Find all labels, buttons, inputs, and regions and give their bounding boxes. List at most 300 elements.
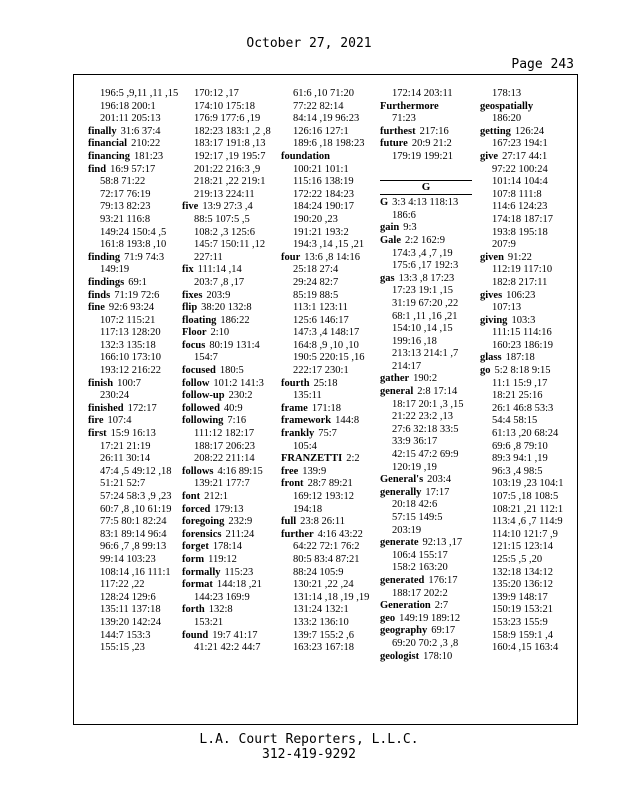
index-entry <box>182 567 274 580</box>
index-continuation: 26:1 46:8 53:3 <box>492 402 554 414</box>
index-continuation: 193:8 195:18 <box>492 226 548 238</box>
index-entry <box>480 290 572 303</box>
index-term: geospatially <box>480 100 534 112</box>
index-entry <box>182 302 274 315</box>
index-continuation: 111:12 182:17 <box>194 428 255 440</box>
index-term: finding <box>88 251 121 263</box>
index-term: fixes <box>182 289 203 301</box>
index-continuation: 219:13 224:11 <box>194 188 255 200</box>
index-entry <box>380 600 472 613</box>
index-continuation: 33:9 36:17 <box>392 436 438 448</box>
index-term: generally <box>380 486 422 498</box>
index-term: foregoing <box>182 516 225 528</box>
index-continuation: 161:8 193:8 ,10 <box>100 239 167 251</box>
index-continuation: 182:23 183:1 ,2 ,8 <box>194 125 271 137</box>
index-refs: 119:12 <box>208 553 237 565</box>
index-term: financing <box>88 150 131 162</box>
index-continuation: 183:17 191:8 ,13 <box>194 138 266 150</box>
index-refs: 23:8 26:11 <box>300 516 345 528</box>
index-continuation: 128:24 129:6 <box>100 591 156 603</box>
index-entry <box>182 541 274 554</box>
index-term: generated <box>380 574 425 586</box>
index-entry <box>88 151 180 164</box>
index-frame <box>73 74 578 725</box>
index-refs: 4:16 89:15 <box>217 465 263 477</box>
index-continuation: 194:18 <box>293 503 323 515</box>
index-continuation: 114:6 124:23 <box>492 201 548 213</box>
index-continuation: 60:7 ,8 ,10 61:19 <box>100 503 172 515</box>
index-entry <box>380 575 472 588</box>
index-refs: 115:23 <box>224 566 254 578</box>
index-continuation: 174:3 ,4 ,7 ,19 <box>392 247 453 259</box>
index-refs: 92:13 ,17 <box>422 537 463 549</box>
index-term: General's <box>380 474 424 486</box>
index-entry <box>88 277 180 290</box>
footer-company: L.A. Court Reporters, L.L.C. <box>199 732 419 747</box>
index-continuation: 114:10 121:7 ,9 <box>492 528 558 540</box>
index-term: glass <box>480 352 502 364</box>
index-term: further <box>281 528 314 540</box>
index-refs: 9:3 <box>403 222 417 234</box>
index-entry <box>182 390 274 403</box>
index-continuation: 125:6 146:17 <box>293 314 349 326</box>
index-continuation: 96:3 ,4 98:5 <box>492 465 543 477</box>
index-term: floating <box>182 314 217 326</box>
index-refs: 149:19 189:12 <box>399 612 461 624</box>
index-term: generate <box>380 537 419 549</box>
index-continuation: 196:5 ,9,11 ,11 ,15 <box>100 88 179 99</box>
index-continuation: 194:3 ,14 ,15 ,21 <box>293 239 365 251</box>
index-entry <box>281 151 373 164</box>
index-refs: 203:9 <box>206 289 231 301</box>
index-refs: 27:17 44:1 <box>502 150 548 162</box>
index-continuation: 144:23 169:9 <box>194 591 250 603</box>
index-continuation: 145:7 150:11 ,12 <box>194 239 266 251</box>
index-continuation: 112:19 117:10 <box>492 264 553 276</box>
index-term: finally <box>88 125 117 137</box>
index-entry <box>182 579 274 592</box>
index-entry <box>182 264 274 277</box>
index-continuation: 64:22 72:1 76:2 <box>293 541 360 553</box>
index-continuation: 179:19 199:21 <box>392 150 453 162</box>
index-continuation: 135:20 136:12 <box>492 579 553 591</box>
index-term: geo <box>380 612 396 624</box>
index-refs: 69:17 <box>431 625 456 637</box>
index-continuation: 17:21 21:19 <box>100 440 151 452</box>
index-entry <box>182 327 274 340</box>
index-continuation: 158:2 163:20 <box>392 562 448 574</box>
index-continuation: 71:23 <box>392 113 416 125</box>
index-entry <box>281 403 373 416</box>
index-entry <box>281 516 373 529</box>
index-refs: 190:2 <box>413 373 438 385</box>
index-term: Generation <box>380 600 431 612</box>
index-continuation: 132:3 135:18 <box>100 339 156 351</box>
index-continuation: 20:18 42:6 <box>392 499 438 511</box>
index-entry <box>380 537 472 550</box>
index-term: gives <box>480 289 503 301</box>
index-continuation: 125:5 ,5 ,20 <box>492 553 543 565</box>
index-term: Furthermore <box>380 100 439 112</box>
index-refs: 178:10 <box>423 650 453 662</box>
index-term: go <box>480 365 491 377</box>
index-term: follows <box>182 465 214 477</box>
index-continuation: 227:11 <box>194 251 223 263</box>
index-continuation: 11:1 15:9 ,17 <box>492 377 548 389</box>
index-column-4 <box>380 88 472 663</box>
index-refs: 71:9 74:3 <box>124 251 165 263</box>
index-term: furthest <box>380 125 416 137</box>
index-term: form <box>182 553 205 565</box>
index-continuation: 139:21 177:7 <box>194 478 250 490</box>
index-continuation: 175:6 ,17 192:3 <box>392 260 459 272</box>
index-entry <box>480 252 572 265</box>
index-continuation: 139:20 142:24 <box>100 616 161 628</box>
index-refs: 16:9 57:17 <box>110 163 156 175</box>
index-continuation: 54:4 58:15 <box>492 415 538 427</box>
index-entry <box>88 378 180 391</box>
index-continuation: 193:12 216:22 <box>100 365 161 377</box>
index-entry <box>182 403 274 416</box>
index-continuation: 113:4 ,6 ,7 114:9 <box>492 516 563 528</box>
index-entry <box>380 222 472 235</box>
index-term: fix <box>182 264 194 276</box>
index-term: format <box>182 579 213 591</box>
index-refs: 126:24 <box>514 125 545 137</box>
index-refs: 144:18 ,21 <box>216 579 262 591</box>
index-continuation: 83:1 89:14 96:4 <box>100 528 167 540</box>
index-continuation: 154:10 ,14 ,15 <box>392 323 453 335</box>
index-entry <box>281 466 373 479</box>
index-continuation: 88:5 107:5 ,5 <box>194 213 250 225</box>
index-continuation: 213:13 214:1 ,7 <box>392 348 459 360</box>
index-continuation: 172:14 203:11 <box>392 88 453 99</box>
index-refs: 31:6 37:4 <box>120 125 161 137</box>
index-refs: 180:5 <box>219 365 244 377</box>
index-continuation: 107:13 <box>492 302 522 314</box>
index-continuation: 147:3 ,4 148:17 <box>293 327 360 339</box>
index-entry <box>480 151 572 164</box>
index-continuation: 150:19 153:21 <box>492 604 553 616</box>
index-refs: 111:14 ,14 <box>197 264 242 276</box>
section-letter: G <box>380 180 472 195</box>
index-continuation: 77:5 80:1 82:24 <box>100 516 167 528</box>
index-refs: 107:4 <box>107 415 132 427</box>
index-term: formally <box>182 566 221 578</box>
index-refs: 2:2 162:9 <box>405 234 445 246</box>
index-term: giving <box>480 314 508 326</box>
index-continuation: 29:24 82:7 <box>293 276 339 288</box>
index-refs: 178:14 <box>212 541 242 553</box>
index-continuation: 208:22 211:14 <box>194 453 255 465</box>
index-refs: 3:3 4:13 118:13 <box>392 197 459 209</box>
index-continuation: 191:21 193:2 <box>293 226 349 238</box>
index-entry <box>380 487 472 500</box>
index-refs: 144:8 <box>335 415 360 427</box>
index-continuation: 96:6 ,7 ,8 99:13 <box>100 541 167 553</box>
index-entry <box>380 235 472 248</box>
index-continuation: 89:3 94:1 ,19 <box>492 453 548 465</box>
index-continuation: 163:23 167:18 <box>293 642 354 654</box>
index-continuation: 218:21 ,22 219:1 <box>194 176 266 188</box>
index-continuation: 27:6 32:18 33:5 <box>392 423 459 435</box>
index-refs: 38:20 132:8 <box>201 302 252 314</box>
index-entry <box>281 428 373 441</box>
index-continuation: 88:24 105:9 <box>293 566 344 578</box>
index-refs: 69:1 <box>128 276 147 288</box>
index-refs: 139:9 <box>302 465 327 477</box>
index-entry <box>380 613 472 626</box>
index-refs: 101:2 141:3 <box>213 377 264 389</box>
page-number: Page 243 <box>511 57 574 72</box>
index-continuation: 106:4 155:17 <box>392 549 448 561</box>
index-continuation: 26:11 30:14 <box>100 453 151 465</box>
index-entry <box>380 197 472 210</box>
index-term: forth <box>182 604 205 616</box>
index-refs: 2:2 <box>346 453 360 465</box>
index-refs: 91:22 <box>507 251 532 263</box>
index-term: gather <box>380 373 410 385</box>
index-continuation: 144:7 153:3 <box>100 629 151 641</box>
index-refs: 211:24 <box>225 528 255 540</box>
index-refs: 171:18 <box>311 402 341 414</box>
index-refs: 217:16 <box>419 125 449 137</box>
index-continuation: 133:2 136:10 <box>293 616 349 628</box>
index-continuation: 80:5 83:4 87:21 <box>293 553 360 565</box>
index-term: five <box>182 201 199 213</box>
index-continuation: 17:23 19:1 ,15 <box>392 285 453 297</box>
index-refs: 210:22 <box>131 138 161 150</box>
index-continuation: 57:24 58:3 ,9 ,23 <box>100 491 172 502</box>
index-entry <box>182 630 274 643</box>
index-term: general <box>380 386 414 398</box>
index-continuation: 31:19 67:20 ,22 <box>392 297 459 309</box>
index-refs: 186:22 <box>220 314 250 326</box>
index-entry <box>380 373 472 386</box>
index-term: followed <box>182 402 220 414</box>
index-entry <box>380 625 472 638</box>
index-refs: 7:16 <box>227 415 247 427</box>
index-continuation: 111:15 114:16 <box>492 327 552 339</box>
footer-phone: 312-419-9292 <box>262 747 356 762</box>
index-refs: 103:3 <box>511 314 536 326</box>
index-entry <box>88 415 180 428</box>
index-continuation: 21:22 23:2 ,13 <box>392 411 453 423</box>
index-refs: 212:1 <box>204 491 229 502</box>
index-term: give <box>480 150 499 162</box>
index-continuation: 113:1 123:11 <box>293 302 348 314</box>
index-continuation: 149:19 <box>100 264 130 276</box>
index-entry <box>480 365 572 378</box>
index-continuation: 42:15 47:2 69:9 <box>392 449 459 461</box>
index-refs: 75:7 <box>318 428 337 440</box>
index-continuation: 201:11 205:13 <box>100 113 161 125</box>
index-continuation: 41:21 42:2 44:7 <box>194 642 261 654</box>
index-refs: 179:13 <box>214 503 244 515</box>
index-continuation: 61:13 ,20 68:24 <box>492 428 559 440</box>
index-continuation: 169:12 193:12 <box>293 491 354 502</box>
index-continuation: 160:4 ,15 163:4 <box>492 642 559 654</box>
index-entry <box>380 651 472 664</box>
index-term: fine <box>88 302 105 314</box>
index-term: fourth <box>281 377 310 389</box>
index-entry <box>88 164 180 177</box>
index-refs: 100:7 <box>117 377 142 389</box>
index-refs: 80:19 131:4 <box>209 339 260 351</box>
index-entry <box>182 466 274 479</box>
index-entry <box>88 252 180 265</box>
index-refs: 230:2 <box>228 390 253 402</box>
index-continuation: 182:8 217:11 <box>492 276 548 288</box>
index-continuation: 186:20 <box>492 113 522 125</box>
index-refs: 17:17 <box>425 486 450 498</box>
index-continuation: 153:21 <box>194 616 224 628</box>
index-continuation: 139:9 148:17 <box>492 591 548 603</box>
index-continuation: 196:18 200:1 <box>100 100 156 112</box>
index-continuation: 192:17 ,19 195:7 <box>194 150 266 162</box>
index-entry <box>88 428 180 441</box>
index-entry <box>182 529 274 542</box>
index-term: FRANZETTI <box>281 453 343 465</box>
index-refs: 203:4 <box>427 474 452 486</box>
index-refs: 232:9 <box>228 516 253 528</box>
index-entry <box>380 273 472 286</box>
index-continuation: 132:18 134:12 <box>492 566 553 578</box>
index-continuation: 131:24 132:1 <box>293 604 349 616</box>
index-continuation: 108:14 ,16 111:1 <box>100 566 171 578</box>
index-term: financial <box>88 138 128 150</box>
index-entry <box>480 352 572 365</box>
index-term: first <box>88 428 107 440</box>
index-refs: 2:8 17:14 <box>417 386 458 398</box>
index-continuation: 107:5 ,18 108:5 <box>492 491 559 502</box>
index-continuation: 25:18 27:4 <box>293 264 339 276</box>
index-refs: 5:2 8:18 9:15 <box>494 365 551 377</box>
index-entry <box>182 378 274 391</box>
index-continuation: 72:17 76:19 <box>100 188 151 200</box>
index-entry <box>88 126 180 139</box>
index-entry <box>281 252 373 265</box>
index-continuation <box>380 164 472 177</box>
index-continuation: 189:6 ,18 198:23 <box>293 138 365 150</box>
index-continuation: 186:6 <box>392 209 416 221</box>
index-entry <box>88 138 180 151</box>
index-column-5 <box>480 88 572 655</box>
index-refs: 71:19 72:6 <box>114 289 160 301</box>
index-term: full <box>281 516 297 528</box>
index-continuation: 103:19 ,23 104:1 <box>492 478 564 490</box>
index-term: Gale <box>380 234 401 246</box>
index-continuation: 131:14 ,18 ,19 ,19 <box>293 591 370 603</box>
index-entry <box>182 491 274 504</box>
index-refs: 13:3 ,8 17:23 <box>398 272 455 284</box>
index-term: frankly <box>281 428 315 440</box>
index-term: forced <box>182 503 211 515</box>
index-entry <box>182 415 274 428</box>
index-term: front <box>281 478 304 490</box>
index-term: framework <box>281 415 332 427</box>
index-term: forget <box>182 541 209 553</box>
index-refs: 25:18 <box>313 377 338 389</box>
index-term: geography <box>380 625 428 637</box>
index-term: four <box>281 251 301 263</box>
index-refs: 40:9 <box>223 402 243 414</box>
index-refs: 92:6 93:24 <box>108 302 155 314</box>
index-continuation: 79:13 82:23 <box>100 201 151 213</box>
index-entry <box>281 378 373 391</box>
index-continuation: 107:2 115:21 <box>100 314 156 326</box>
index-continuation: 130:21 ,22 ,24 <box>293 579 354 591</box>
index-continuation: 97:22 100:24 <box>492 163 548 175</box>
index-term: Floor <box>182 327 207 339</box>
index-continuation: 222:17 230:1 <box>293 365 349 377</box>
index-column-3 <box>281 88 373 655</box>
index-continuation: 68:1 ,11 ,16 ,21 <box>392 310 458 322</box>
index-refs: 187:18 <box>505 352 535 364</box>
index-entry <box>380 101 472 114</box>
index-continuation: 190:20 ,23 <box>293 213 338 225</box>
index-continuation: 18:17 20:1 ,3 ,15 <box>392 398 464 410</box>
index-entry <box>88 302 180 315</box>
index-entry <box>281 478 373 491</box>
index-entry <box>182 365 274 378</box>
index-entry <box>182 290 274 303</box>
index-continuation: 47:4 ,5 49:12 ,18 <box>100 465 172 477</box>
index-refs: 28:7 89:21 <box>307 478 353 490</box>
index-term: focus <box>182 339 206 351</box>
index-continuation: 84:14 ,19 96:23 <box>293 113 360 125</box>
index-continuation: 101:14 104:4 <box>492 176 548 188</box>
index-column-2 <box>182 88 274 655</box>
index-term: gain <box>380 222 400 234</box>
index-refs: 181:23 <box>134 150 164 162</box>
index-continuation: 108:2 ,3 125:6 <box>194 226 255 238</box>
index-term: follow <box>182 377 210 389</box>
index-continuation: 154:7 <box>194 352 218 364</box>
header-date: October 27, 2021 <box>246 36 372 51</box>
index-refs: 19:7 41:17 <box>212 629 258 641</box>
index-continuation: 230:24 <box>100 390 130 402</box>
index-continuation: 166:10 173:10 <box>100 352 161 364</box>
index-term: forensics <box>182 528 222 540</box>
index-entry <box>182 201 274 214</box>
index-entry <box>380 474 472 487</box>
index-entry <box>182 516 274 529</box>
index-continuation: 203:19 <box>392 524 422 536</box>
index-continuation: 214:17 <box>392 360 422 372</box>
index-continuation: 188:17 202:2 <box>392 587 448 599</box>
index-continuation: 57:15 149:5 <box>392 512 443 523</box>
index-continuation: 199:16 ,18 <box>392 335 437 347</box>
index-continuation: 203:7 ,8 ,17 <box>194 276 245 288</box>
index-continuation: 135:11 <box>293 390 322 402</box>
index-term: following <box>182 415 224 427</box>
index-term: find <box>88 163 107 175</box>
index-term: flip <box>182 302 198 314</box>
index-continuation: 117:13 128:20 <box>100 327 161 339</box>
index-term: findings <box>88 276 125 288</box>
index-entry <box>480 101 572 114</box>
index-continuation: 201:22 216:3 ,9 <box>194 163 261 175</box>
index-continuation: 184:24 190:17 <box>293 201 354 213</box>
index-refs: 13:6 ,8 14:16 <box>304 251 360 263</box>
index-column-1 <box>88 88 180 655</box>
index-continuation: 51:21 52:7 <box>100 478 146 490</box>
index-continuation: 155:15 ,23 <box>100 642 145 654</box>
index-term: fire <box>88 415 104 427</box>
index-continuation: 174:10 175:18 <box>194 100 255 112</box>
index-continuation: 153:23 155:9 <box>492 616 548 628</box>
